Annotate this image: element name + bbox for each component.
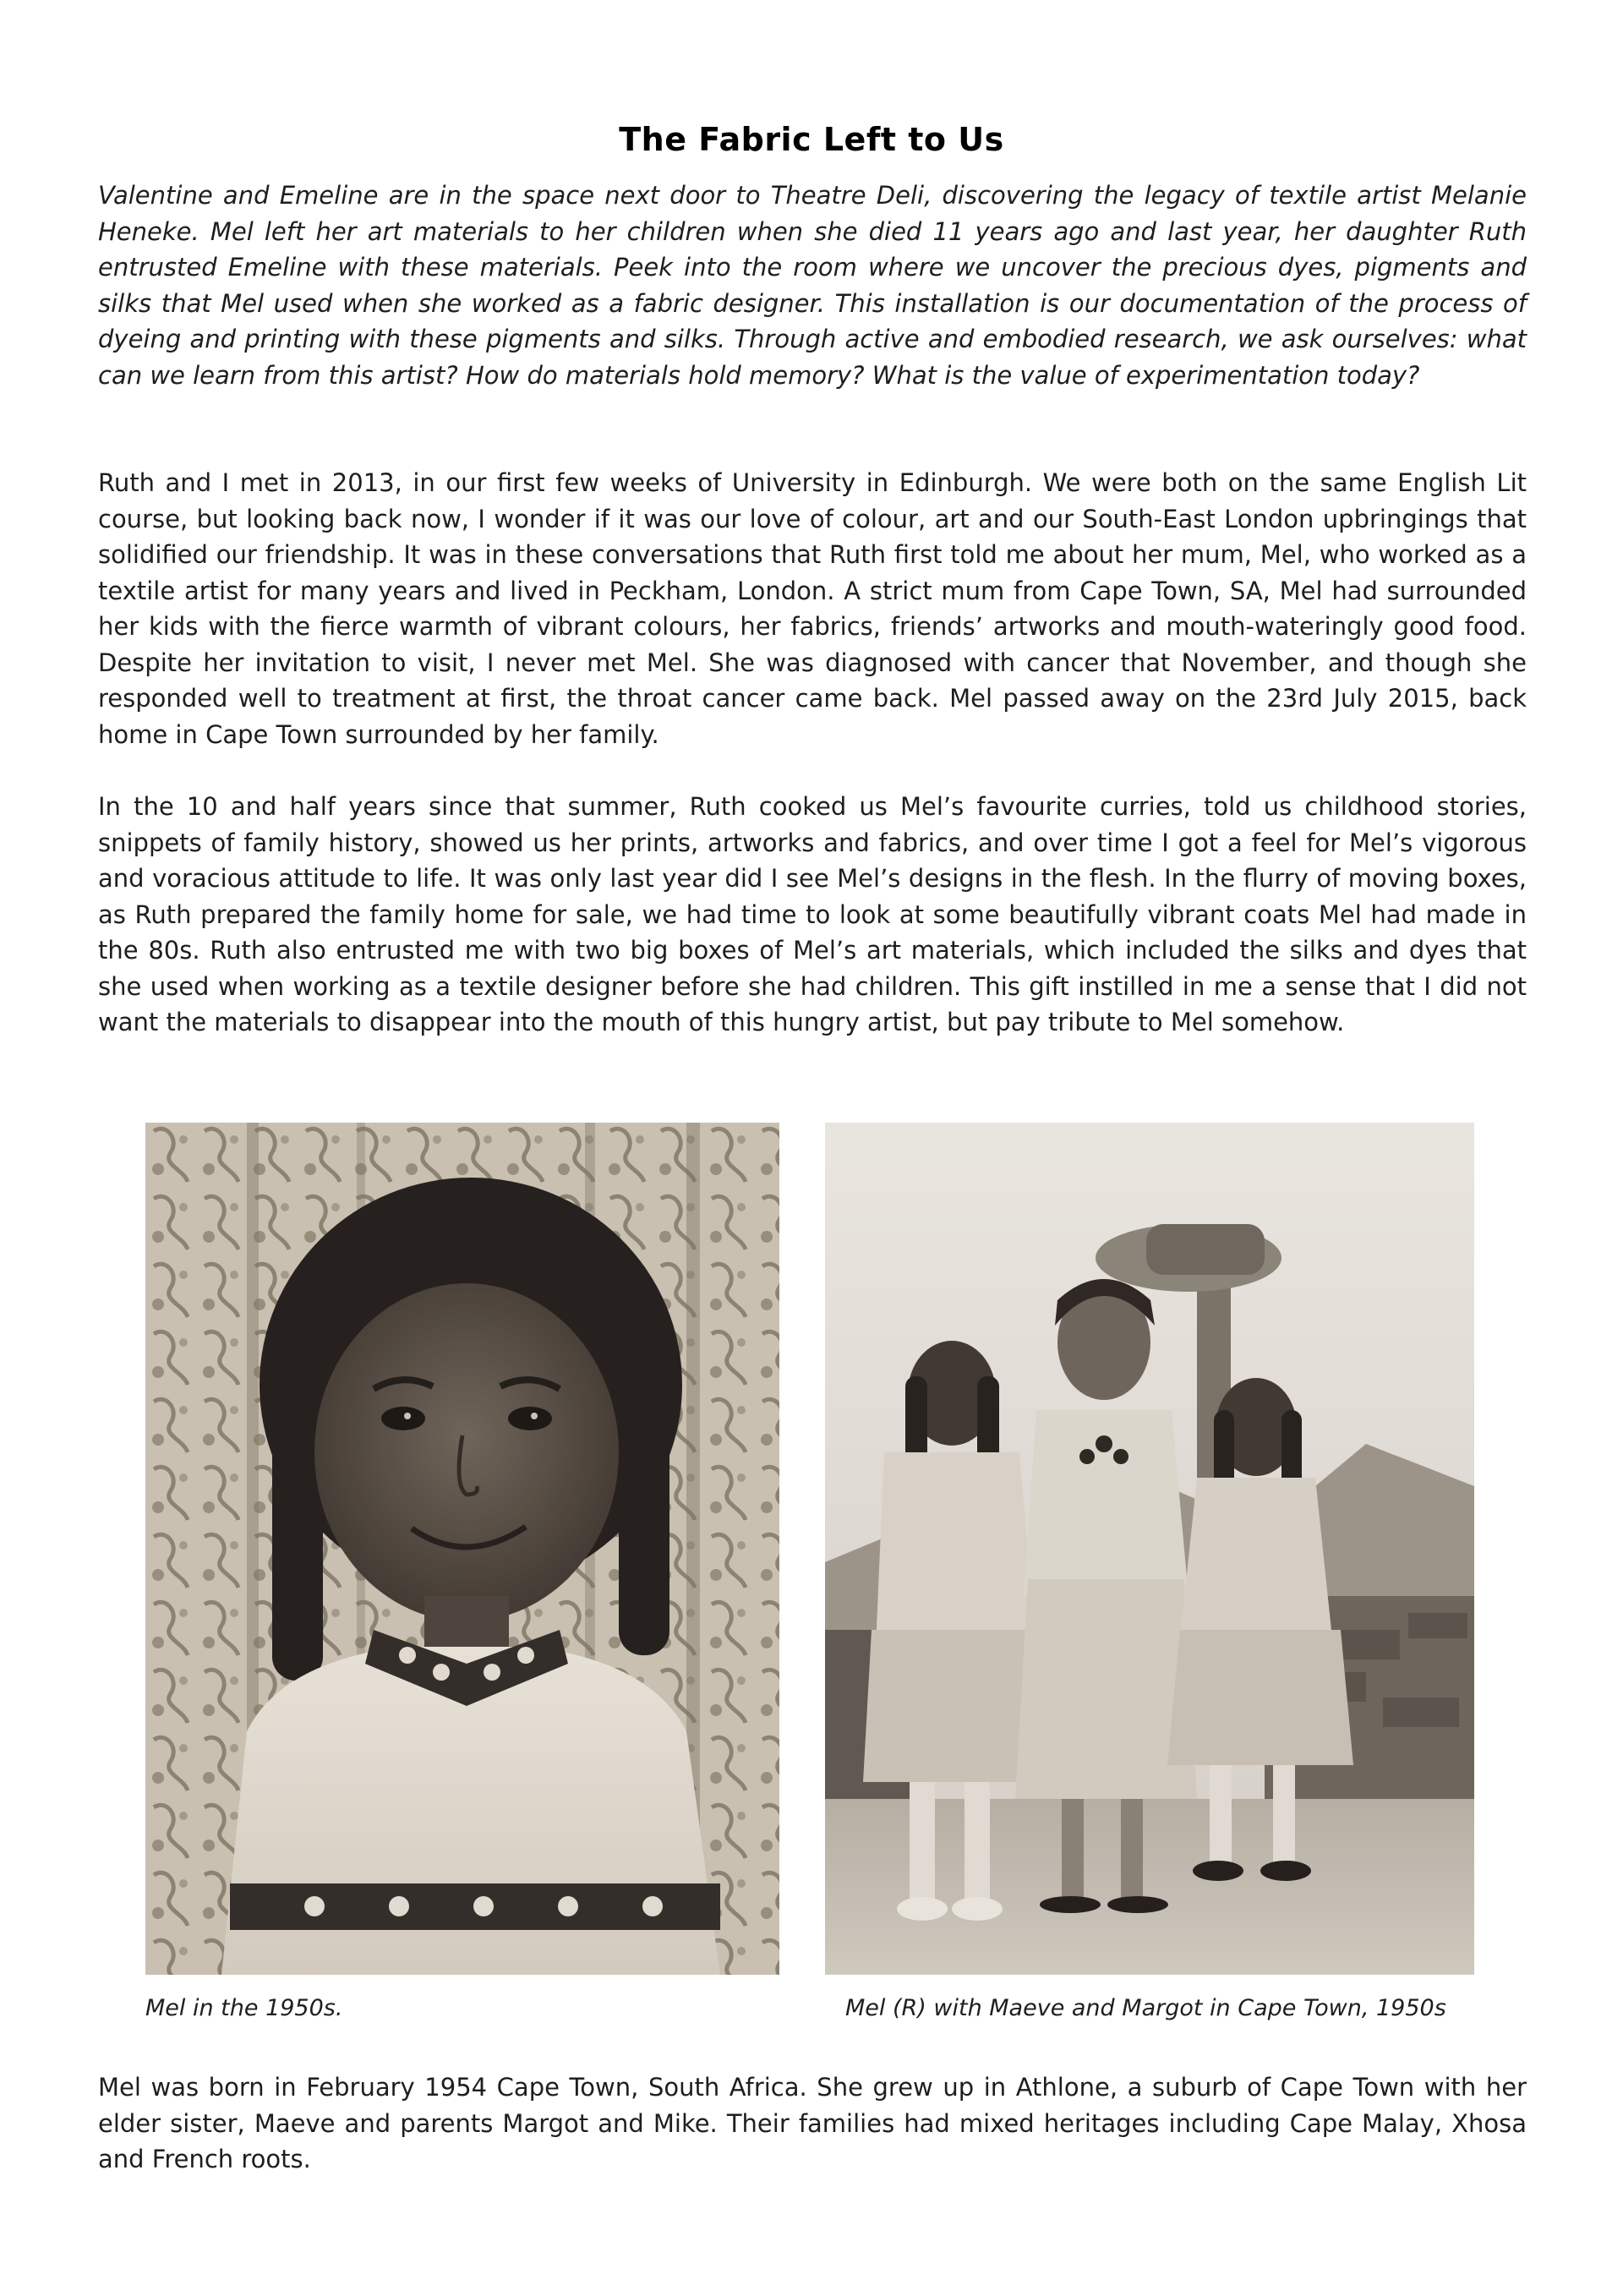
page-title: The Fabric Left to Us (619, 121, 1004, 159)
photo-caption-right: Mel (R) with Maeve and Margot in Cape Town, 1950s (845, 1995, 1446, 2021)
photo-caption-left: Mel in the 1950s. (145, 1995, 343, 2021)
intro-paragraph: Valentine and Emeline are in the space next door to Theatre Deli, discovering the legacy of textile artist Melanie Heneke. Mel left her art materials to her children when she died 11 years ago and last year, her daughter Ruth entrusted Emeline with these materials. Peek into the room where we uncover the precious dyes, pigments and silks that Mel used when she worked as a fabric designer. This installation is our documentation of the process of dyeing and printing with these pigments and silks. Through active and embodied research, we ask ourselves: what can we learn from this artist? How do materials hold memory? What is the value of experimentation today? (98, 181, 1527, 390)
photo-mel-with-family (825, 1123, 1474, 1975)
body-paragraph-2: In the 10 and half years since that summer, Ruth cooked us Mel’s favourite curries, told us childhood stories, snippets of family history, showed us her prints, artworks and fabrics, and over time I got a feel for Mel’s vigorous and voracious attitude to life. It was only last year did I see Mel’s designs in the flesh. In the flurry of moving boxes, as Ruth prepared the family home for sale, we had time to look at some beautifully vibrant coats Mel had made in the 80s. Ruth also entrusted me with two big boxes of Mel’s art materials, which included the silks and dyes that she used when working as a textile designer before she had children. This gift instilled in me a sense that I did not want the materials to disappear into the mouth of this hungry artist, but pay tribute to Mel somehow. (98, 792, 1527, 1036)
photo-mel-child-portrait (145, 1123, 779, 1975)
body-paragraph-3: Mel was born in February 1954 Cape Town, South Africa. She grew up in Athlone, a suburb of Cape Town with her elder sister, Maeve and parents Margot and Mike. Their families had mixed heritages including Cape Malay, Xhosa and French roots. (98, 2073, 1527, 2173)
body-paragraph-1: Ruth and I met in 2013, in our first few weeks of University in Edinburgh. We were both on the same English Lit course, but looking back now, I wonder if it was our love of colour, art and our South-East London upbringings that solidified our friendship. It was in these conversations that Ruth first told me about her mum, Mel, who worked as a textile artist for many years and lived in Peckham, London. A strict mum from Cape Town, SA, Mel had surrounded her kids with the fierce warmth of vibrant colours, her fabrics, friends’ artworks and mouth-wateringly good food. Despite her invitation to visit, I never met Mel. She was diagnosed with cancer that November, and though she responded well to treatment at first, the throat cancer came back. Mel passed away on the 23rd July 2015, back home in Cape Town surrounded by her family. (98, 468, 1527, 749)
